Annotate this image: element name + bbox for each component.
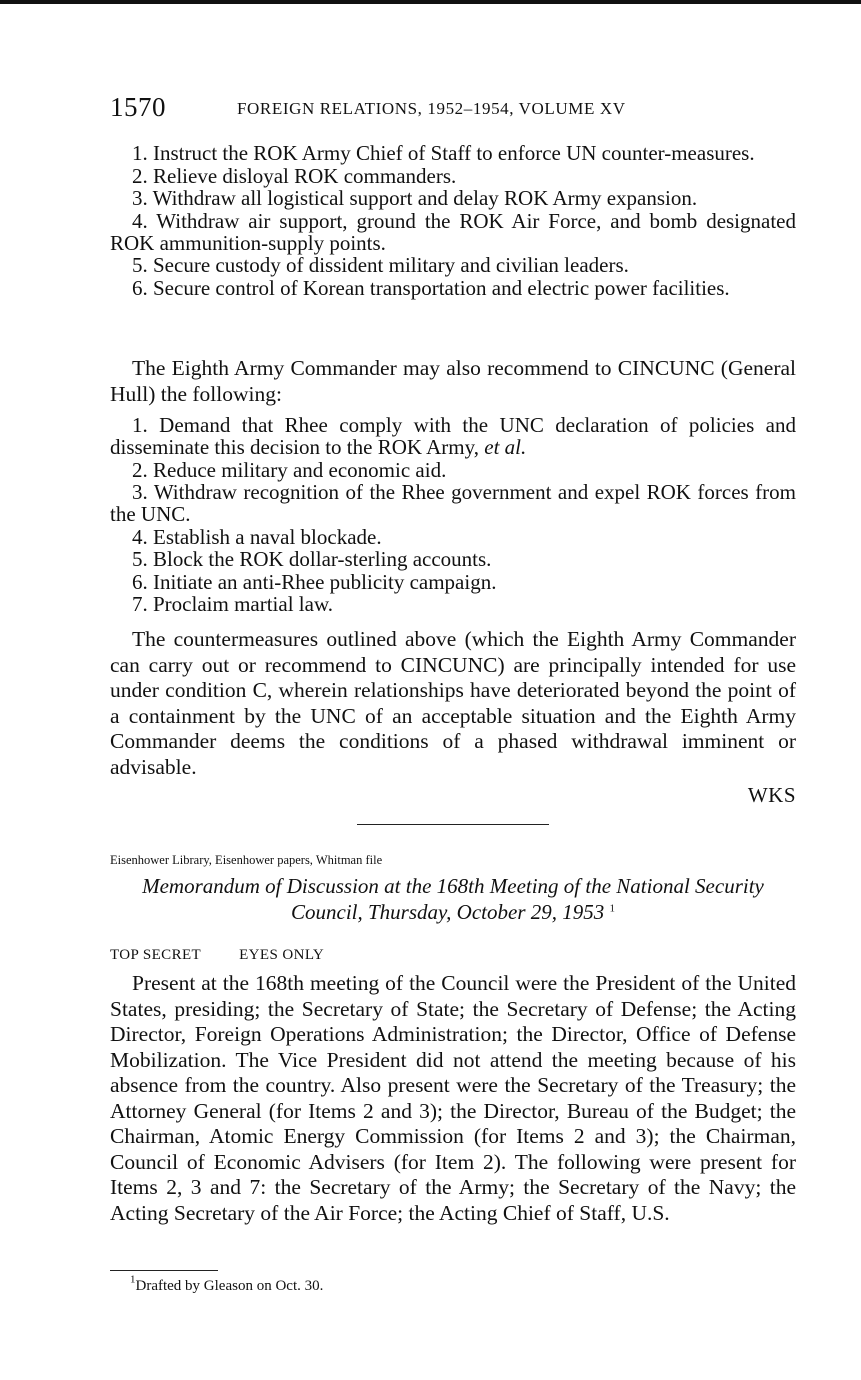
recommendations-list <box>110 414 796 616</box>
signature-initials: WKS <box>747 783 796 807</box>
list-item-italic: et al. <box>484 435 527 459</box>
page-top-edge <box>0 0 861 4</box>
list-item-text: 6. Initiate an anti-Rhee publicity campaign. <box>132 569 497 594</box>
list-item <box>110 593 796 615</box>
classification-line <box>110 945 324 965</box>
footnote-marker: 1 <box>130 1273 136 1286</box>
source-note: Eisenhower Library, Eisenhower papers, Whitman file <box>110 853 383 867</box>
page-number: 1570 <box>110 92 166 122</box>
list-item: 5. Secure custody of dissident military and civilian leaders. <box>132 253 629 277</box>
classification-level: TOP SECRET <box>110 947 202 963</box>
footnote-reference: 1 <box>609 902 615 915</box>
list-item-text: 4. Establish a naval blockade. <box>132 524 382 549</box>
handling-caveat: EYES ONLY <box>239 947 325 963</box>
document-title <box>110 873 796 925</box>
list-item-text: 3. Withdraw recognition of the Rhee government and expel ROK forces from the UNC. <box>110 480 796 526</box>
countermeasures-list <box>110 142 796 299</box>
list-item: 4. Withdraw air support, ground the ROK Air Force, and bomb designated ROK ammunition-supply points. <box>110 208 796 255</box>
countermeasures-paragraph: The countermeasures outlined above (which the Eighth Army Commander can carry out or recommend to CINCUNC) are principally intended for use under condition C, wherein relationships have deteriorated beyond the point of a containment by the UNC of an acceptable situation and the Eighth Army Commander deems the conditions of a phased withdrawal imminent or advisable. <box>110 627 796 779</box>
attendance-paragraph: Present at the 168th meeting of the Council were the President of the United States, presiding; the Secretary of State; the Secretary of Defense; the Acting Director, Foreign Operations Administration; the Director, Office of Defense Mobilization. The Vice President did not attend the meeting because of his absence from the country. Also present were the Secretary of the Treasury; the Attorney General (for Items 2 and 3); the Director, Bureau of the Budget; the Chairman, Atomic Energy Commission (for Items 2 and 3); the Chairman, Council of Economic Advisers (for Item 2). The following were present for Items 2, 3 and 7: the Secretary of the Army; the Secretary of the Navy; the Acting Secretary of the Air Force; the Acting Chief of Staff, U.S. <box>110 971 796 1225</box>
page-header <box>110 92 796 126</box>
list-item <box>110 459 796 481</box>
footnote-text: Drafted by Gleason on Oct. 30. <box>135 1278 324 1294</box>
list-item-text: 1. Demand that Rhee comply with the UNC declaration of policies and disseminate this decision to the ROK Army, <box>110 413 796 459</box>
list-item <box>110 481 796 525</box>
list-item-text: 5. Block the ROK dollar-sterling accounts. <box>132 547 492 571</box>
recommend-paragraph: The Eighth Army Commander may also recommend to CINCUNC (General Hull) the following: <box>110 356 796 406</box>
list-item-text: 7. Proclaim martial law. <box>132 592 333 616</box>
footnote-rule <box>110 1270 218 1271</box>
list-item: 2. Relieve disloyal ROK commanders. <box>132 163 457 188</box>
list-item <box>110 571 796 593</box>
footnote <box>130 1273 324 1296</box>
list-item-text: 2. Reduce military and economic aid. <box>132 457 447 482</box>
list-item <box>110 414 796 458</box>
running-head: FOREIGN RELATIONS, 1952–1954, VOLUME XV <box>237 99 626 118</box>
list-item: 3. Withdraw all logistical support and delay ROK Army expansion. <box>132 186 698 210</box>
list-item: 6. Secure control of Korean transportation and electric power facilities. <box>132 275 730 300</box>
list-item <box>110 526 796 548</box>
section-separator <box>357 824 549 825</box>
document-title-text: Memorandum of Discussion at the 168th Meeting of the National Security Council, Thursday, October 29, 1953 <box>142 874 764 924</box>
list-item: 1. Instruct the ROK Army Chief of Staff to enforce UN counter-measures. <box>132 141 755 165</box>
list-item <box>110 548 796 570</box>
